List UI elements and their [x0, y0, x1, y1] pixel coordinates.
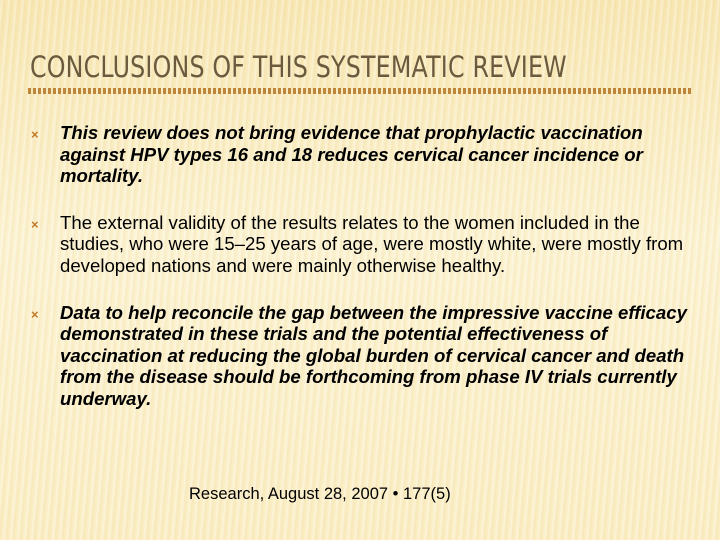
bullet-item-2	[30, 212, 702, 277]
bullet-item-3	[30, 302, 702, 410]
bullet-item-1	[30, 122, 702, 187]
bullet-text: Data to help reconcile the gap between the impressive vaccine efficacy demonstrated in these trials and the potential effectiveness of vaccination at reducing the global burden of cervical cancer and death from the disease should be forthcoming from phase IV trials currently underway.	[60, 301, 687, 409]
bullet-marker-icon: ×	[31, 127, 39, 142]
bullet-text: This review does not bring evidence that prophylactic vaccination against HPV types 16 and 18 reduces cervical cancer incidence or mortality.	[60, 122, 643, 187]
bullet-marker-icon: ×	[31, 306, 39, 322]
bullet-marker-icon: ×	[31, 216, 39, 232]
citation: Research, August 28, 2007 • 177(5)	[189, 485, 451, 503]
title-underline	[28, 88, 692, 94]
bullet-list	[30, 122, 702, 435]
bullet-text: The external validity of the results relates to the women included in the studies, who were 15–25 years of age, were mostly white, were mostly from developed nations and were mainly otherwise healthy.	[60, 211, 684, 276]
slide-title: CONCLUSIONS OF THIS SYSTEMATIC REVIEW	[30, 50, 567, 84]
